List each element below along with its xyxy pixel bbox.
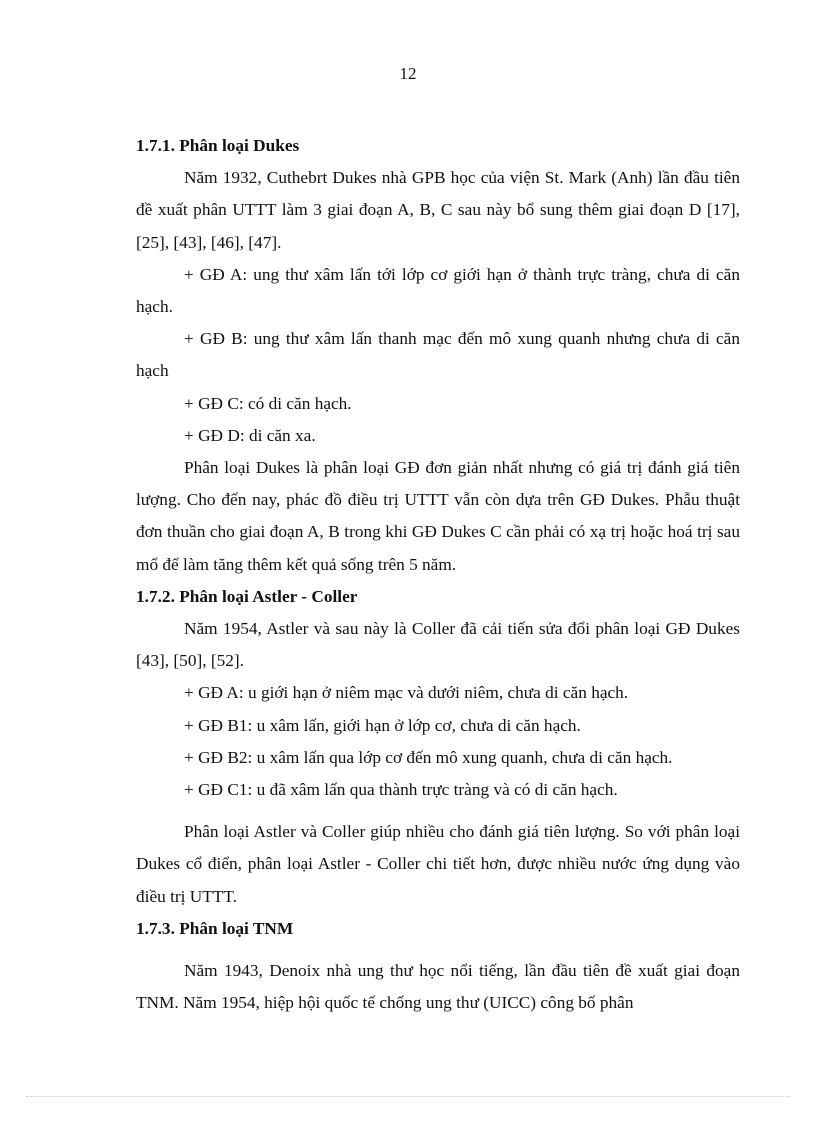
paragraph: Phân loại Astler và Coller giúp nhiều cho đánh giá tiên lượng. So với phân loại Dukes cổ điển, phân loại Astler - Coller chi tiết hơn, được nhiều nước ứng dụng vào điều trị UTTT. <box>136 822 740 906</box>
paragraph: Năm 1932, Cuthebrt Dukes nhà GPB học của viện St. Mark (Anh) lần đầu tiên đề xuất phân UTTT làm 3 giai đoạn A, B, C sau này bổ sung thêm giai đoạn D [17], [25], [43], [46], [47]. <box>136 168 740 252</box>
page-bottom-divider <box>26 1096 790 1097</box>
paragraph: Năm 1954, Astler và sau này là Coller đã cải tiến sửa đổi phân loại GĐ Dukes [43], [50], [52]. <box>136 619 740 671</box>
list-item: + GĐ A: u giới hạn ở niêm mạc và dưới niêm, chưa di căn hạch. <box>184 683 629 703</box>
list-item: + GĐ B2: u xâm lấn qua lớp cơ đến mô xung quanh, chưa di căn hạch. <box>184 747 673 767</box>
list-item: + GĐ B1: u xâm lấn, giới hạn ở lớp cơ, chưa di căn hạch. <box>184 715 581 735</box>
list-item: + GĐ A: ung thư xâm lấn tới lớp cơ giới hạn ở thành trực tràng, chưa di căn hạch. <box>136 264 740 317</box>
section-heading-dukes: 1.7.1. Phân loại Dukes <box>136 136 300 155</box>
list-item: + GĐ B: ung thư xâm lấn thanh mạc đến mô xung quanh nhưng chưa di căn hạch <box>136 329 740 381</box>
paragraph: Phân loại Dukes là phân loại GĐ đơn giản nhất nhưng có giá trị đánh giá tiên lượng. Cho đến nay, phác đồ điều trị UTTT vẫn còn dựa trên GĐ Dukes. Phẫu thuật đơn thuần cho giai đoạn A, B trong khi GĐ Dukes C cần phải có xạ trị hoặc hoá trị sau mổ để làm tăng thêm kết quả sống trên 5 năm. <box>136 458 740 574</box>
section-heading-tnm: 1.7.3. Phân loại TNM <box>136 918 294 938</box>
section-heading-astler-coller: 1.7.2. Phân loại Astler - Coller <box>136 586 358 606</box>
list-item: + GĐ C: có di căn hạch. <box>184 393 352 413</box>
list-item: + GĐ C1: u đã xâm lấn qua thành trực tràng và có di căn hạch. <box>184 780 618 800</box>
page-number: 12 <box>399 64 417 83</box>
paragraph: Năm 1943, Denoix nhà ung thư học nổi tiếng, lần đầu tiên đề xuất giai đoạn TNM. Năm 1954, hiệp hội quốc tế chống ung thư (UICC) công bố phân <box>136 961 740 1013</box>
document-body <box>136 130 740 1019</box>
list-item: + GĐ D: di căn xa. <box>184 425 316 445</box>
